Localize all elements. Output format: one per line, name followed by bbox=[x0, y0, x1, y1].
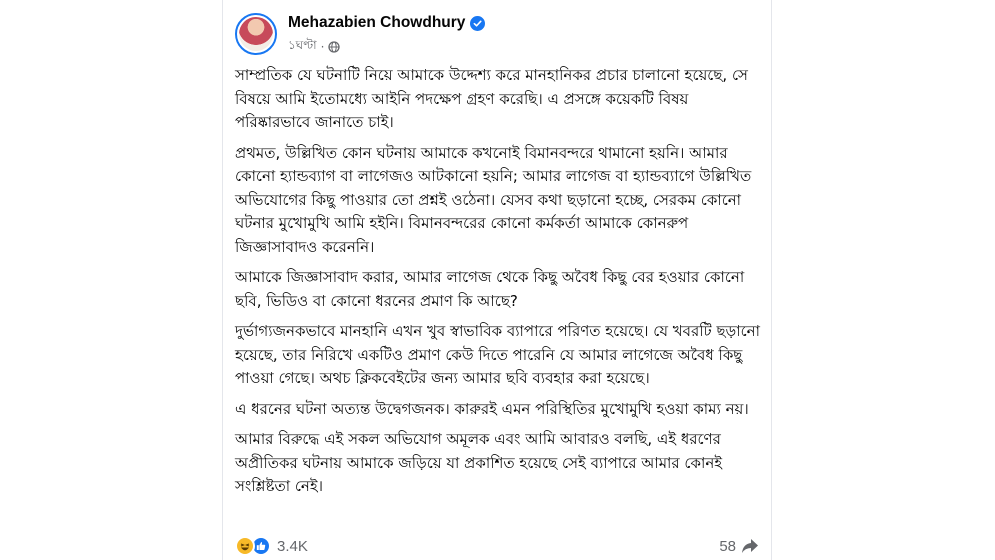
post-meta bbox=[288, 37, 485, 57]
avatar-photo bbox=[239, 17, 273, 51]
share-summary[interactable] bbox=[719, 538, 759, 555]
reaction-icons bbox=[235, 536, 271, 556]
post-body bbox=[235, 64, 765, 506]
meta-separator: · bbox=[320, 40, 325, 54]
reactions-bar bbox=[235, 533, 759, 559]
facebook-post bbox=[222, 0, 772, 560]
post-timestamp[interactable]: ১ঘণ্টা bbox=[288, 38, 317, 52]
author-block bbox=[288, 13, 485, 57]
author-avatar[interactable] bbox=[235, 13, 277, 55]
haha-reaction-icon bbox=[235, 536, 255, 556]
author-row bbox=[288, 14, 485, 32]
verified-badge-icon bbox=[470, 16, 485, 31]
post-paragraph-6: আমার বিরুদ্ধে এই সকল অভিযোগ অমূলক এবং আমি আবারও বলছি, এই ধরণের অপ্রীতিকর ঘটনায় আমাকে জড়িয়ে যা প্রকাশিত হয়েছে সেই ব্যাপারে আমার কোনই সংশ্লিষ্টতা নেই। bbox=[235, 430, 723, 495]
share-count: 58 bbox=[719, 537, 736, 555]
post-header bbox=[235, 13, 759, 59]
reaction-count: 3.4K bbox=[277, 537, 308, 555]
post-paragraph-3: আমাকে জিজ্ঞাসাবাদ করার, আমার লাগেজ থেকে কিছু অবৈধ কিছু বের হওয়ার কোনো ছবি, ভিডিও বা কোনো ধরনের প্রমাণ কি আছে? bbox=[235, 268, 745, 310]
post-paragraph-2: প্রথমত, উল্লিখিত কোন ঘটনায় আমাকে কখনোই বিমানবন্দরে থামানো হয়নি। আমার কোনো হ্যান্ডব্যাগ বা লাগেজও আটকানো হয়নি; আমার লাগেজ বা হ্যান্ডব্যাগে উল্লিখিত অভিযোগের কিছু পাওয়ার তো প্রশ্নই ওঠেনা। যেসব কথা ছড়ানো হচ্ছে, সেরকম কোনো ঘটনার মুখোমুখি আমি হইনি। বিমানবন্দরের কোনো কর্মকর্তা আমাকে কোনরুপ জিজ্ঞাসাবাদও করেননি। bbox=[235, 143, 752, 256]
author-name[interactable]: Mehazabien Chowdhury bbox=[288, 14, 466, 31]
globe-icon[interactable] bbox=[328, 41, 340, 53]
post-paragraph-4: দুর্ভাগ্যজনকভাবে মানহানি এখন খুব স্বাভাবিক ব্যাপারে পরিণত হয়েছে। যে খবরটি ছড়ানো হয়েছে, তার নিরিখে একটিও প্রমাণ কেউ দিতে পারেনি যে আমার লাগেজে অবৈধ কিছু পাওয়া গেছে। অথচ ক্লিকবেইটের জন্য আমার ছবি ব্যবহার করা হয়েছে। bbox=[235, 322, 760, 387]
reaction-summary[interactable] bbox=[235, 536, 308, 556]
post-paragraph-1: সাম্প্রতিক যে ঘটনাটি নিয়ে আমাকে উদ্দেশ্য করে মানহানিকর প্রচার চালানো হয়েছে, সে বিষয়ে আমি ইতোমধ্যে আইনি পদক্ষেপ গ্রহণ করেছি। এ প্রসঙ্গে কয়েকটি বিষয় পরিষ্কারভাবে জানাতে চাই। bbox=[235, 66, 748, 131]
post-paragraph-5: এ ধরনের ঘটনা অত্যন্ত উদ্বেগজনক। কারুরই এমন পরিস্থিতির মুখোমুখি হওয়া কাম্য নয়। bbox=[235, 399, 749, 418]
share-arrow-icon bbox=[741, 538, 759, 554]
